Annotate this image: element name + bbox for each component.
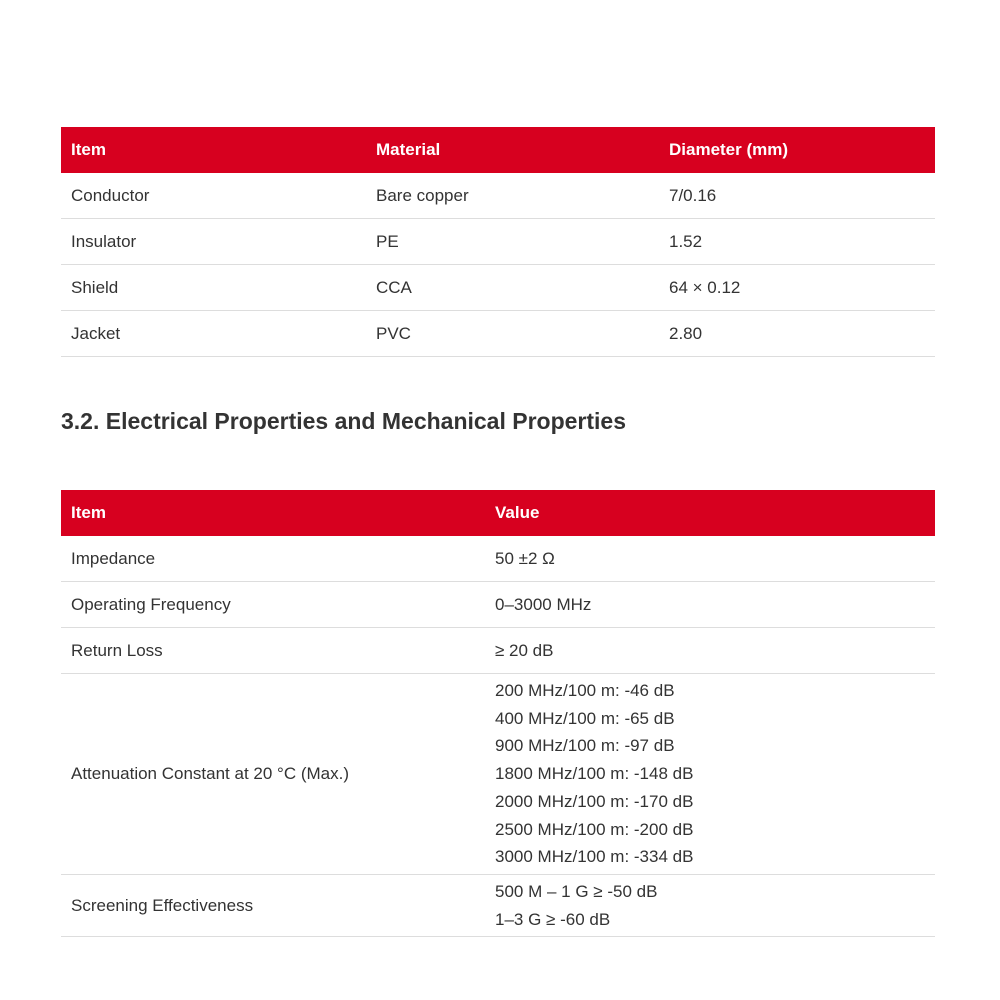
cell-item: Return Loss	[61, 628, 485, 674]
table-row	[61, 265, 935, 311]
table-row	[61, 173, 935, 219]
cell-diameter: 1.52	[659, 219, 935, 265]
cell-value	[485, 674, 935, 875]
column-header-item: Item	[61, 127, 366, 173]
attenuation-value-line: 3000 MHz/100 m: -334 dB	[495, 847, 694, 867]
cell-item: Conductor	[61, 173, 366, 219]
screening-value-line: 500 M – 1 G ≥ -50 dB	[495, 881, 658, 901]
electrical-properties-table	[61, 490, 935, 937]
attenuation-value-line: 400 MHz/100 m: -65 dB	[495, 708, 675, 728]
table-row	[61, 628, 935, 674]
attenuation-value-line: 2500 MHz/100 m: -200 dB	[495, 819, 694, 839]
table-row	[61, 219, 935, 265]
column-header-material: Material	[366, 127, 659, 173]
cell-item: Shield	[61, 265, 366, 311]
table-header-row	[61, 490, 935, 536]
cell-item: Attenuation Constant at 20 °C (Max.)	[61, 674, 485, 875]
cell-value	[485, 874, 935, 936]
screening-value-line: 1–3 G ≥ -60 dB	[495, 909, 611, 929]
cell-value: 50 ±2 Ω	[485, 536, 935, 582]
table-row	[61, 874, 935, 936]
cell-diameter: 2.80	[659, 311, 935, 357]
cell-item: Operating Frequency	[61, 582, 485, 628]
table-row	[61, 582, 935, 628]
cell-item: Impedance	[61, 536, 485, 582]
cell-diameter: 7/0.16	[659, 173, 935, 219]
column-header-item: Item	[61, 490, 485, 536]
cell-item: Jacket	[61, 311, 366, 357]
cell-value: ≥ 20 dB	[485, 628, 935, 674]
column-header-value: Value	[485, 490, 935, 536]
table-row	[61, 311, 935, 357]
cell-item: Insulator	[61, 219, 366, 265]
cell-diameter: 64 × 0.12	[659, 265, 935, 311]
attenuation-value-line: 200 MHz/100 m: -46 dB	[495, 681, 675, 700]
column-header-diameter: Diameter (mm)	[659, 127, 935, 173]
attenuation-value-line: 2000 MHz/100 m: -170 dB	[495, 791, 694, 811]
cell-material: CCA	[366, 265, 659, 311]
cell-value: 0–3000 MHz	[485, 582, 935, 628]
attenuation-value-line: 900 MHz/100 m: -97 dB	[495, 736, 675, 756]
structure-table	[61, 127, 935, 357]
cell-material: PVC	[366, 311, 659, 357]
cell-material: PE	[366, 219, 659, 265]
cell-item: Screening Effectiveness	[61, 874, 485, 936]
table-header-row	[61, 127, 935, 173]
attenuation-value-line: 1800 MHz/100 m: -148 dB	[495, 764, 694, 784]
table-row	[61, 674, 935, 875]
cell-material: Bare copper	[366, 173, 659, 219]
section-title: 3.2. Electrical Properties and Mechanical Properties	[61, 408, 627, 434]
table-row	[61, 536, 935, 582]
